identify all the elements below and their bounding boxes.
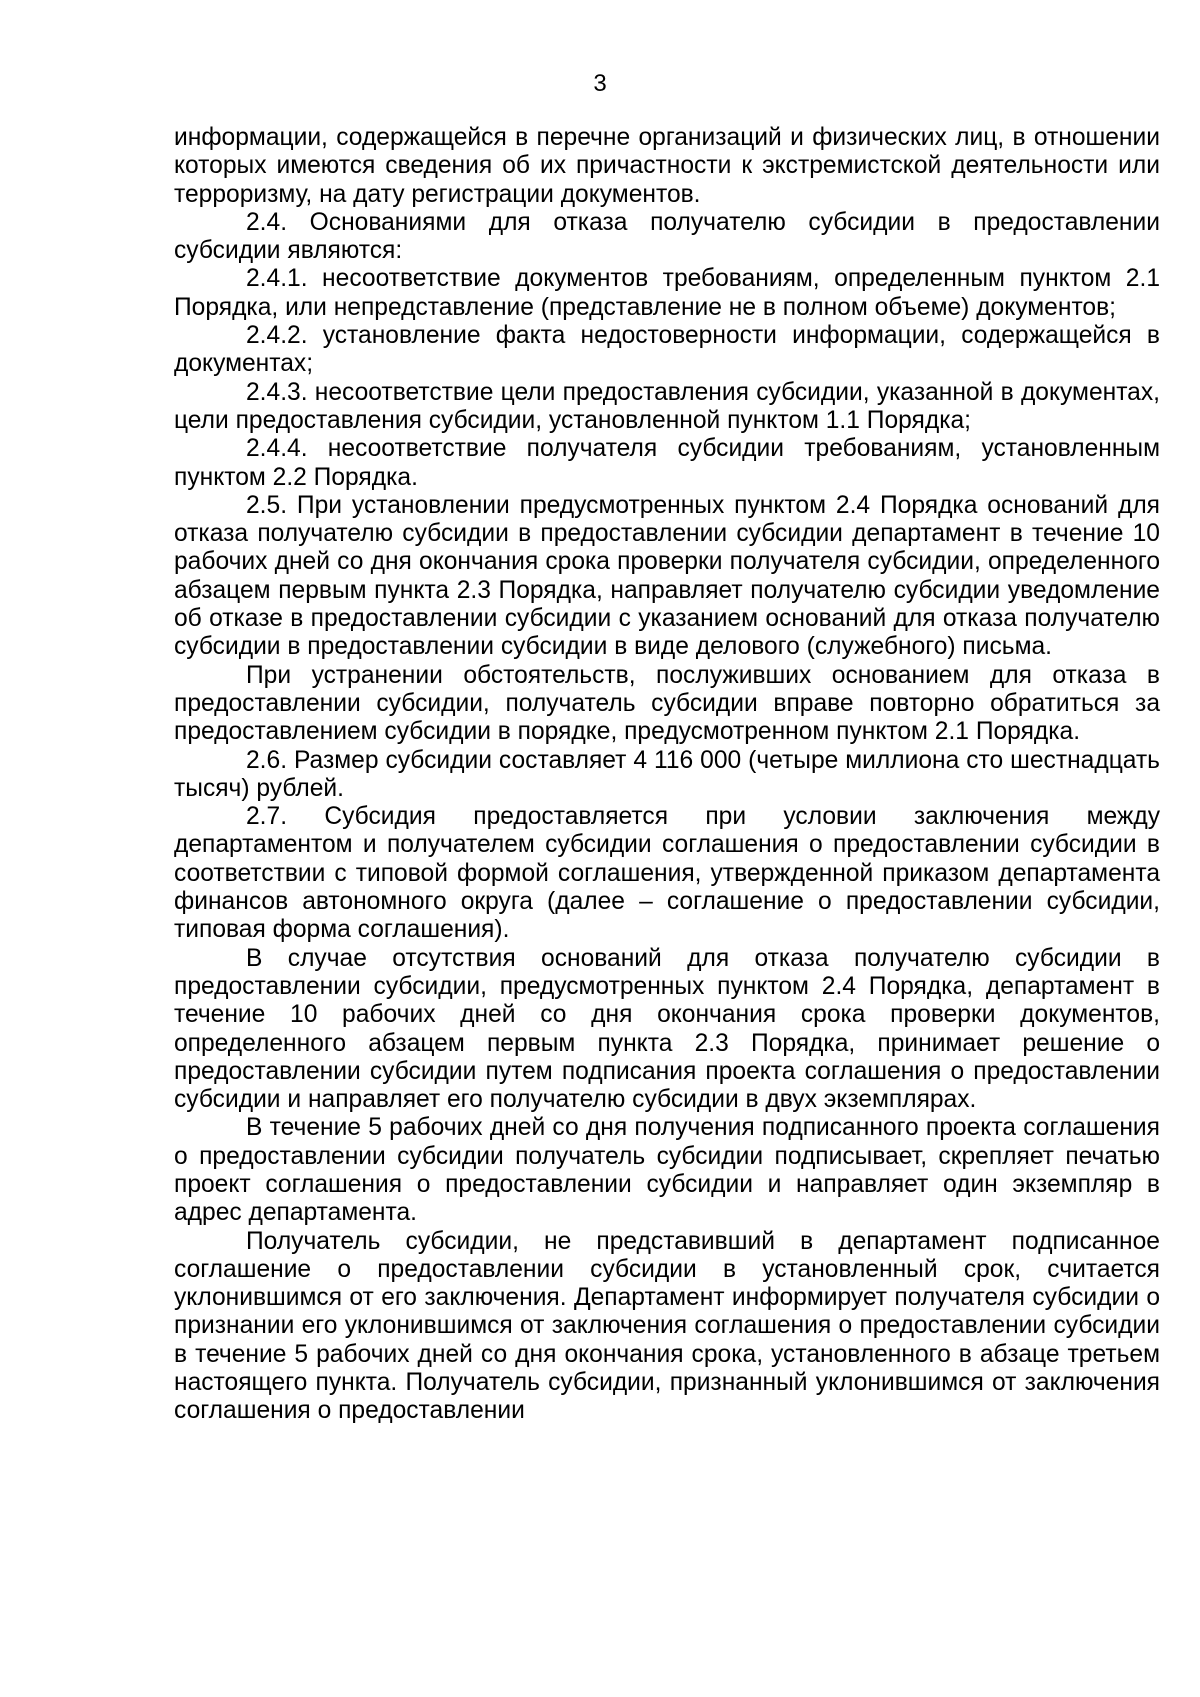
page-number: 3 — [593, 70, 607, 97]
paragraph: 2.4.3. несоответствие цели предоставления субсидии, указанной в документах, цели предоставления субсидии, установленной пунктом 1.1 Порядка; — [174, 378, 1160, 434]
paragraph: 2.4.4. несоответствие получателя субсидии требованиям, установленным пунктом 2.2 Порядка. — [174, 435, 1160, 491]
paragraph: 2.4.1. несоответствие документов требованиям, определенным пунктом 2.1 Порядка, или непредставление (представление не в полном объеме) документов; — [174, 265, 1160, 321]
paragraph: Получатель субсидии, не представивший в департамент подписанное соглашение о предоставлении субсидии в установленный срок, считается уклонившимся от его заключения. Департамент информирует получателя субсидии о признании его уклонившимся от заключения соглашения о предоставлении субсидии в течение 5 рабочих дней со дня окончания срока, установленного в абзаце третьем настоящего пункта. Получатель субсидии, признанный уклонившимся от заключения соглашения о предоставлении — [174, 1227, 1160, 1425]
paragraph: В течение 5 рабочих дней со дня получения подписанного проекта соглашения о предоставлении субсидии получатель субсидии подписывает, скрепляет печатью проект соглашения о предоставлении субсидии и направляет один экземпляр в адрес департамента. — [174, 1114, 1160, 1227]
paragraph: В случае отсутствия оснований для отказа получателю субсидии в предоставлении субсидии, предусмотренных пунктом 2.4 Порядка, департамент в течение 10 рабочих дней со дня окончания срока проверки документов, определенного абзацем первым пункта 2.3 Порядка, принимает решение о предоставлении субсидии путем подписания проекта соглашения о предоставлении субсидии и направляет его получателю субсидии в двух экземплярах. — [174, 944, 1160, 1114]
paragraph: 2.6. Размер субсидии составляет 4 116 000 (четыре миллиона сто шестнадцать тысяч) рублей. — [174, 746, 1160, 802]
paragraph: При устранении обстоятельств, послуживших основанием для отказа в предоставлении субсидии, получатель субсидии вправе повторно обратиться за предоставлением субсидии в порядке, предусмотренном пунктом 2.1 Порядка. — [174, 661, 1160, 746]
paragraph: 2.7. Субсидия предоставляется при условии заключения между департаментом и получателем субсидии соглашения о предоставлении субсидии в соответствии с типовой формой соглашения, утвержденной приказом департамента финансов автономного округа (далее – соглашение о предоставлении субсидии, типовая форма соглашения). — [174, 803, 1160, 944]
document-body — [174, 124, 1160, 1426]
paragraph: информации, содержащейся в перечне организаций и физических лиц, в отношении которых имеются сведения об их причастности к экстремистской деятельности или терроризму, на дату регистрации документов. — [174, 124, 1160, 208]
paragraph: 2.4. Основаниями для отказа получателю субсидии в предоставлении субсидии являются: — [174, 208, 1160, 265]
paragraph: 2.4.2. установление факта недостоверности информации, содержащейся в документах; — [174, 322, 1160, 378]
paragraph: 2.5. При установлении предусмотренных пунктом 2.4 Порядка оснований для отказа получателю субсидии в предоставлении субсидии департамент в течение 10 рабочих дней со дня окончания срока проверки получателя субсидии, определенного абзацем первым пункта 2.3 Порядка, направляет получателю субсидии уведомление об отказе в предоставлении субсидии с указанием оснований для отказа получателю субсидии в предоставлении субсидии в виде делового (служебного) письма. — [174, 491, 1160, 661]
